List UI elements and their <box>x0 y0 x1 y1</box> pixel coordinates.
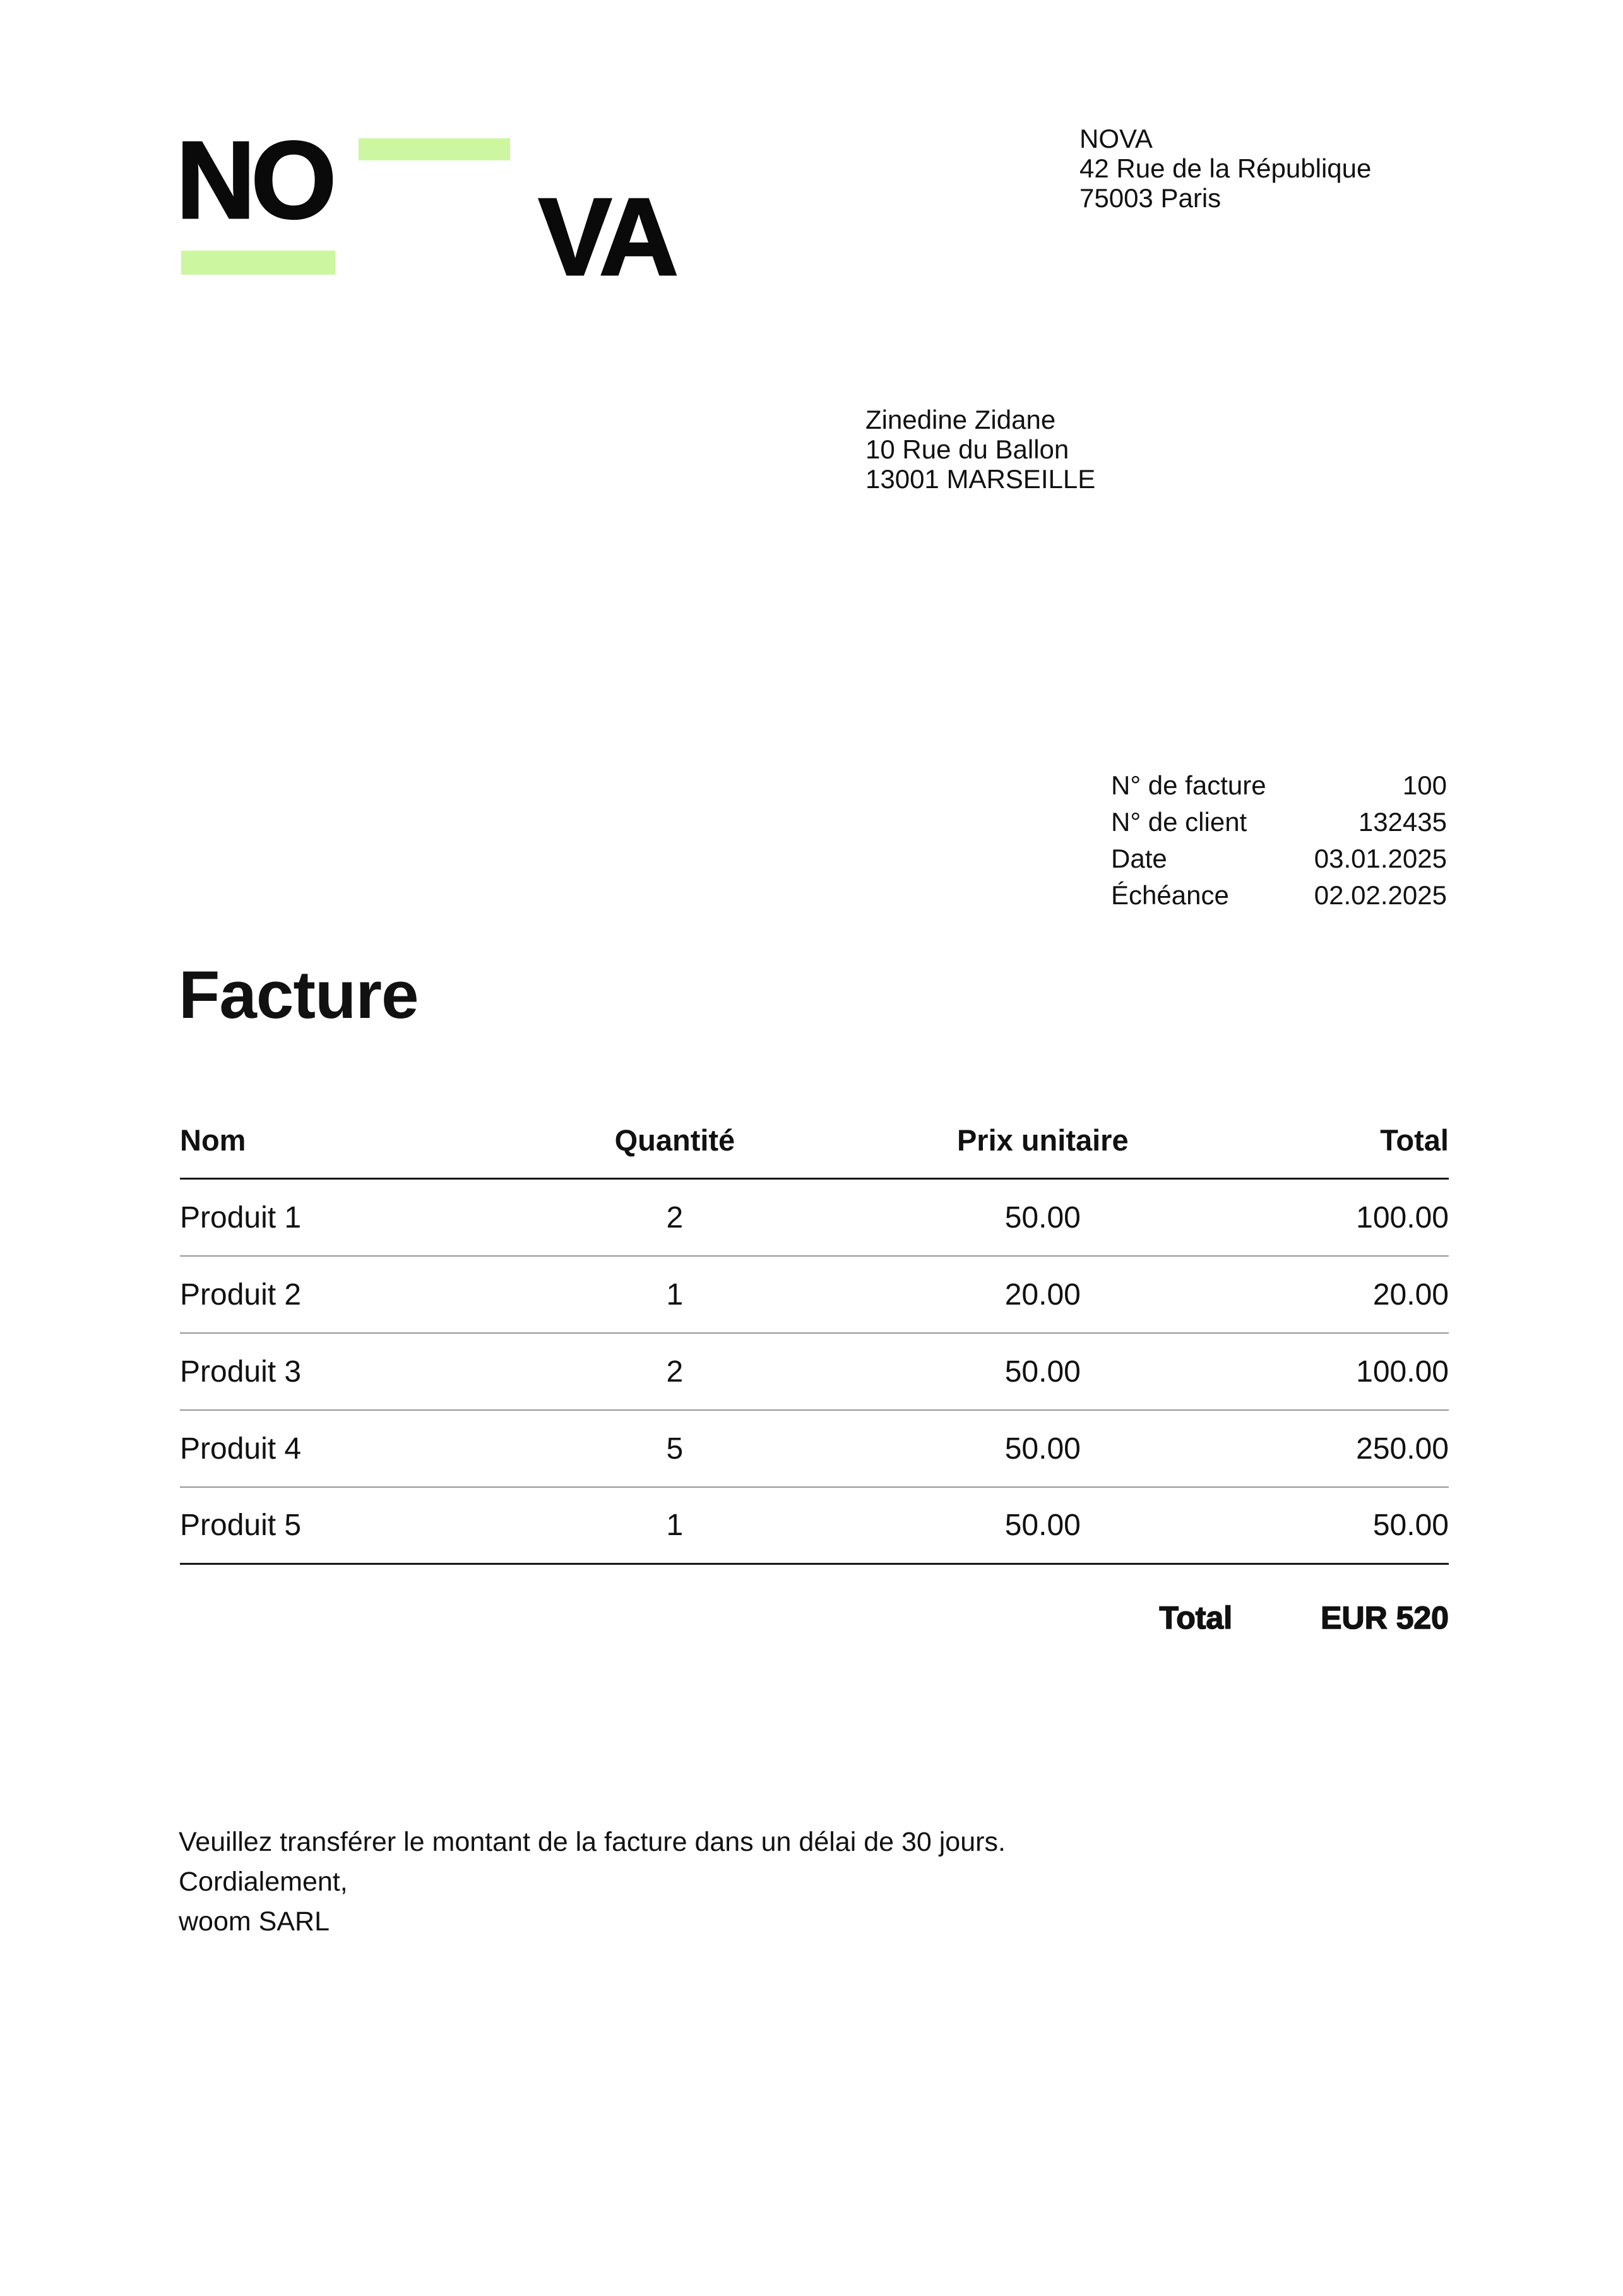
table-row <box>180 1334 1449 1411</box>
table-header-row <box>180 1125 1449 1180</box>
column-header-total: Total <box>1380 1123 1449 1157</box>
column-header-unit-price: Prix unitaire <box>956 1123 1129 1157</box>
grand-total-row <box>180 1602 1449 1634</box>
items-table <box>180 1125 1449 1565</box>
footer-note <box>179 1822 1006 1942</box>
item-unit-price: 50.00 <box>1004 1432 1081 1466</box>
logo-accent-bar-top <box>359 138 510 160</box>
item-name: Produit 2 <box>180 1277 302 1312</box>
meta-label: Échéance <box>1111 880 1229 910</box>
table-row <box>180 1488 1449 1565</box>
item-quantity: 2 <box>666 1354 684 1389</box>
meta-row-due-date <box>1111 877 1447 914</box>
sender-address-block <box>1079 124 1371 213</box>
meta-label: N° de client <box>1111 807 1247 837</box>
item-unit-price: 20.00 <box>1004 1277 1081 1312</box>
meta-value: 02.02.2025 <box>1314 880 1447 910</box>
item-name: Produit 4 <box>180 1432 302 1466</box>
footer-payment-terms: Veuillez transférer le montant de la facture dans un délai de 30 jours. <box>179 1827 1006 1857</box>
item-quantity: 1 <box>666 1277 684 1312</box>
meta-value: 03.01.2025 <box>1314 844 1447 873</box>
table-row <box>180 1257 1449 1334</box>
item-total: 50.00 <box>1372 1509 1449 1542</box>
footer-regards: Cordialement, <box>179 1867 348 1897</box>
invoice-title: Facture <box>179 957 419 1032</box>
column-header-quantity: Quantité <box>614 1123 735 1157</box>
grand-total-label: Total <box>1159 1600 1233 1635</box>
column-header-name: Nom <box>180 1123 246 1157</box>
meta-label: N° de facture <box>1111 770 1266 800</box>
meta-row-client-number <box>1111 804 1447 840</box>
meta-label: Date <box>1111 844 1167 873</box>
sender-street: 42 Rue de la République <box>1079 153 1372 183</box>
meta-value: 132435 <box>1358 807 1447 837</box>
item-total: 20.00 <box>1372 1277 1449 1312</box>
item-quantity: 5 <box>666 1432 684 1466</box>
item-unit-price: 50.00 <box>1004 1354 1081 1389</box>
logo-text-no: NO <box>176 118 332 241</box>
table-row <box>180 1411 1449 1488</box>
invoice-meta-block <box>1111 767 1447 914</box>
item-total: 250.00 <box>1356 1432 1449 1466</box>
logo-text-va: VA <box>538 175 674 298</box>
logo-accent-bar-bottom <box>181 251 335 275</box>
item-quantity: 1 <box>666 1509 684 1542</box>
sender-name: NOVA <box>1079 124 1153 153</box>
recipient-street: 10 Rue du Ballon <box>865 434 1069 464</box>
recipient-name: Zinedine Zidane <box>865 405 1056 434</box>
nova-logo <box>176 118 674 298</box>
recipient-city: 13001 MARSEILLE <box>865 464 1096 494</box>
sender-city: 75003 Paris <box>1079 183 1222 213</box>
item-total: 100.00 <box>1356 1354 1449 1389</box>
grand-total-amount: EUR 520 <box>1321 1600 1449 1635</box>
footer-company-signature: woom SARL <box>179 1906 330 1937</box>
item-unit-price: 50.00 <box>1004 1509 1081 1542</box>
item-total: 100.00 <box>1356 1200 1449 1235</box>
meta-row-invoice-number <box>1111 767 1447 804</box>
item-unit-price: 50.00 <box>1004 1200 1081 1235</box>
item-quantity: 2 <box>666 1200 684 1235</box>
meta-value: 100 <box>1402 770 1447 800</box>
table-row <box>180 1180 1449 1257</box>
item-name: Produit 5 <box>180 1509 302 1542</box>
item-name: Produit 3 <box>180 1354 302 1389</box>
meta-row-date <box>1111 840 1447 877</box>
item-name: Produit 1 <box>180 1200 302 1235</box>
recipient-address-block <box>865 405 1095 494</box>
